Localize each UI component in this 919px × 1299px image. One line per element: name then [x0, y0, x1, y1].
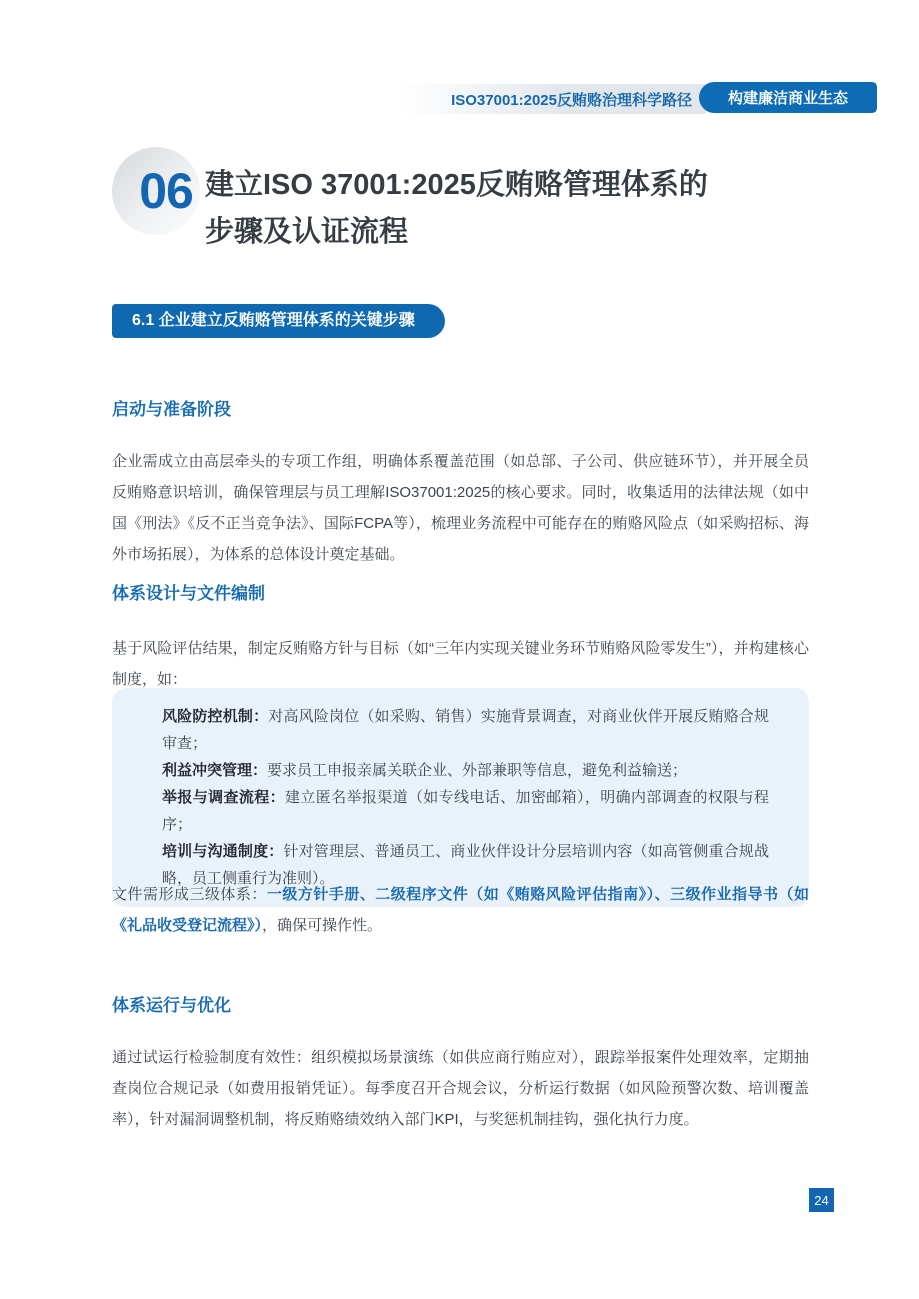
- infobox-item-text: 对高风险岗位（如采购、销售）实施背景调查，对商业伙伴开展反贿赂合规审查；: [162, 708, 769, 752]
- chapter-title-line2: 步骤及认证流程: [205, 216, 409, 248]
- infobox-item-whistleblowing: [162, 784, 769, 838]
- core-systems-infobox: [112, 688, 809, 907]
- chapter-number-circle: [112, 147, 200, 235]
- paragraph-launch: 企业需成立由高层牵头的专项工作组，明确体系覆盖范围（如总部、子公司、供应链环节），并开展全员反贿赂意识培训，确保管理层与员工理解ISO37001:2025的核心要求。同时，收集适用的法律法规（如中国《刑法》《反不正当竞争法》、国际FCPA等），梳理业务流程中可能存在的贿赂风险点（如采购招标、海外市场拓展），为体系的总体设计奠定基础。: [112, 453, 809, 563]
- infobox-item-risk-control: [162, 703, 769, 757]
- chapter-title-line1: 建立ISO 37001:2025反贿赂管理体系的: [205, 169, 708, 201]
- infobox-item-conflict-of-interest: [162, 757, 769, 784]
- infobox-item-text: 建立匿名举报渠道（如专线电话、加密邮箱），明确内部调查的权限与程序；: [162, 789, 769, 833]
- doc-levels-suffix: ，确保可操作性。: [262, 917, 383, 934]
- doc-levels-prefix: 文件需形成三级体系：: [112, 886, 267, 903]
- doc-levels-highlight: 一级方针手册、二级程序文件（如《贿赂风险评估指南》）、三级作业指导书（如《礼品收受登记流程》）: [112, 886, 809, 934]
- infobox-item-text: 要求员工申报亲属关联企业、外部兼职等信息，避免利益输送；: [267, 762, 688, 779]
- header-badge: 构建廉洁商业生态: [699, 82, 877, 113]
- section-banner: 6.1 企业建立反贿赂管理体系的关键步骤: [112, 304, 445, 338]
- chapter-title: [205, 162, 708, 256]
- paragraph-design-intro: 基于风险评估结果，制定反贿赂方针与目标（如“三年内实现关键业务环节贿赂风险零发生”），并构建核心制度，如：: [112, 640, 809, 688]
- header-strip: [398, 84, 706, 114]
- section-heading-design: 体系设计与文件编制: [112, 584, 265, 603]
- chapter-number: 06: [139, 163, 193, 219]
- header-slogan: ISO37001:2025反贿赂治理科学路径: [451, 91, 692, 109]
- infobox-item-label: 培训与沟通制度：: [162, 843, 284, 860]
- infobox-item-label: 举报与调查流程：: [162, 789, 285, 806]
- infobox-item-text: 针对管理层、普通员工、商业伙伴设计分层培训内容（如高管侧重合规战略，员工侧重行为准则）。: [162, 843, 769, 887]
- paragraph-document-levels: [112, 879, 809, 941]
- section-heading-launch: 启动与准备阶段: [112, 400, 231, 419]
- page-number-badge: 24: [809, 1188, 834, 1212]
- paragraph-operation: 通过试运行检验制度有效性：组织模拟场景演练（如供应商行贿应对），跟踪举报案件处理效率，定期抽查岗位合规记录（如费用报销凭证）。每季度召开合规会议，分析运行数据（如风险预警次数、培训覆盖率），针对漏洞调整机制，将反贿赂绩效纳入部门KPI，与奖惩机制挂钩，强化执行力度。: [112, 1049, 809, 1128]
- section-heading-operation: 体系运行与优化: [112, 996, 231, 1015]
- infobox-item-label: 利益冲突管理：: [162, 762, 268, 779]
- infobox-item-label: 风险防控机制：: [162, 708, 269, 725]
